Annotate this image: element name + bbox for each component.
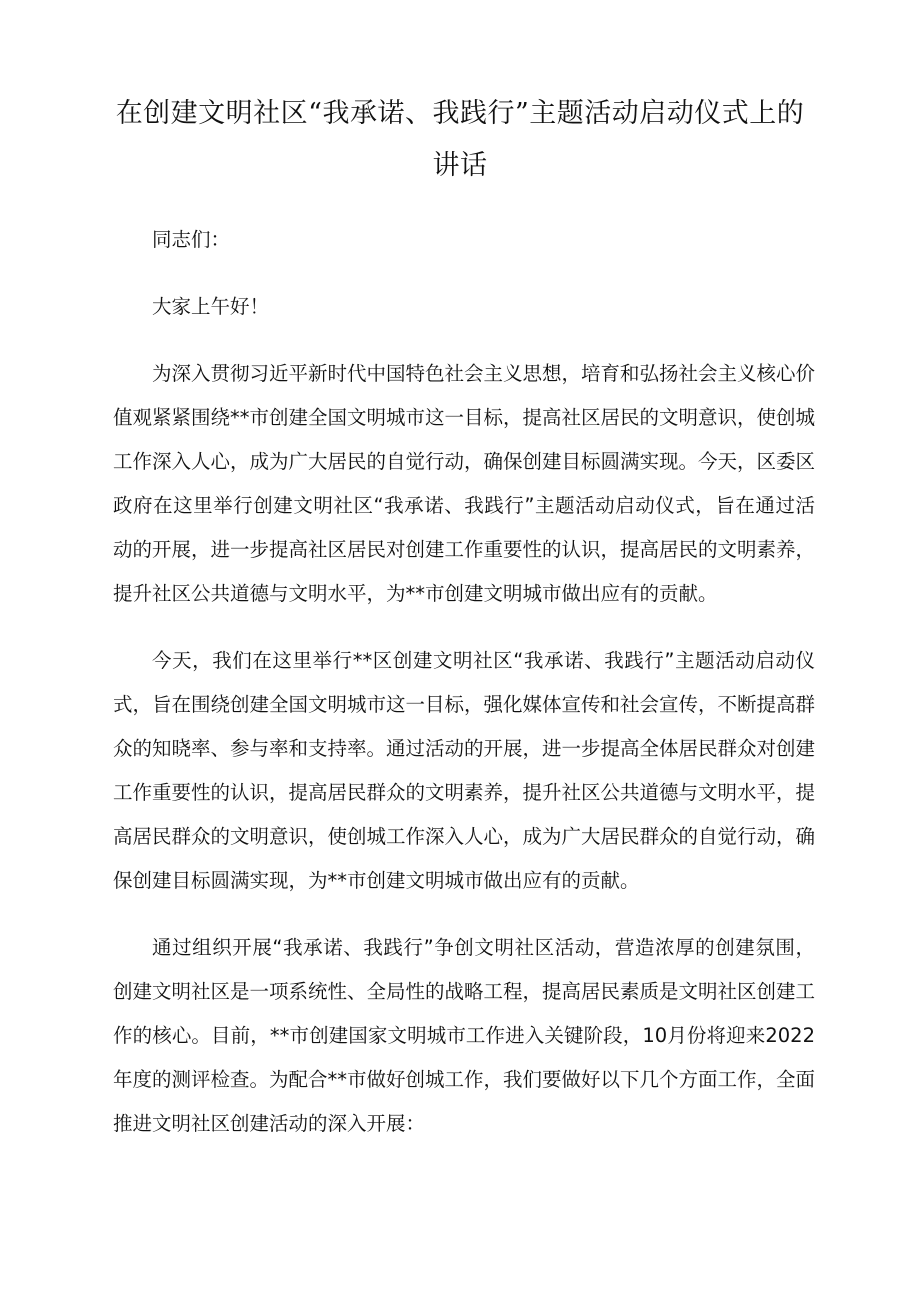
paragraph-3: 通过组织开展“我承诺、我践行”争创文明社区活动，营造浓厚的创建氛围，创建文明社区是一项系统性、全局性的战略工程，提高居民素质是文明社区创建工作的核心。目前，**市创建国家文明城市工作进入关键阶段，10月份将迎来2022年度的测评检查。为配合**市做好创城工作，我们要做好以下几个方面工作，全面推进文明社区创建活动的深入开展： (113, 936, 816, 1135)
salutation: 同志们： (152, 228, 231, 251)
paragraph-2: 今天，我们在这里举行**区创建文明社区“我承诺、我践行”主题活动启动仪式，旨在围绕创建全国文明城市这一目标，强化媒体宣传和社会宣传，不断提高群众的知晓率、参与率和支持率。通过活动的开展，进一步提高全体居民群众对创建工作重要性的认识，提高居民群众的文明素养，提升社区公共道德与文明水平，提高居民群众的文明意识，使创城工作深入人心，成为广大居民群众的自觉行动，确保创建目标圆满实现，为**市创建文明城市做出应有的贡献。 (113, 649, 816, 892)
document-title: 在创建文明社区“我承诺、我践行”主题活动启动仪式上的讲话 (115, 98, 805, 181)
paragraph-1: 为深入贯彻习近平新时代中国特色社会主义思想，培育和弘扬社会主义核心价值观紧紧围绕**市创建全国文明城市这一目标，提高社区居民的文明意识，使创城工作深入人心，成为广大居民的自觉行动，确保创建目标圆满实现。今天，区委区政府在这里举行创建文明社区“我承诺、我践行”主题活动启动仪式，旨在通过活动的开展，进一步提高社区居民对创建工作重要性的认识，提高居民的文明素养，提升社区公共道德与文明水平，为**市创建文明城市做出应有的贡献。 (113, 362, 816, 605)
greeting: 大家上午好！ (152, 295, 270, 318)
document-body (113, 218, 815, 1169)
